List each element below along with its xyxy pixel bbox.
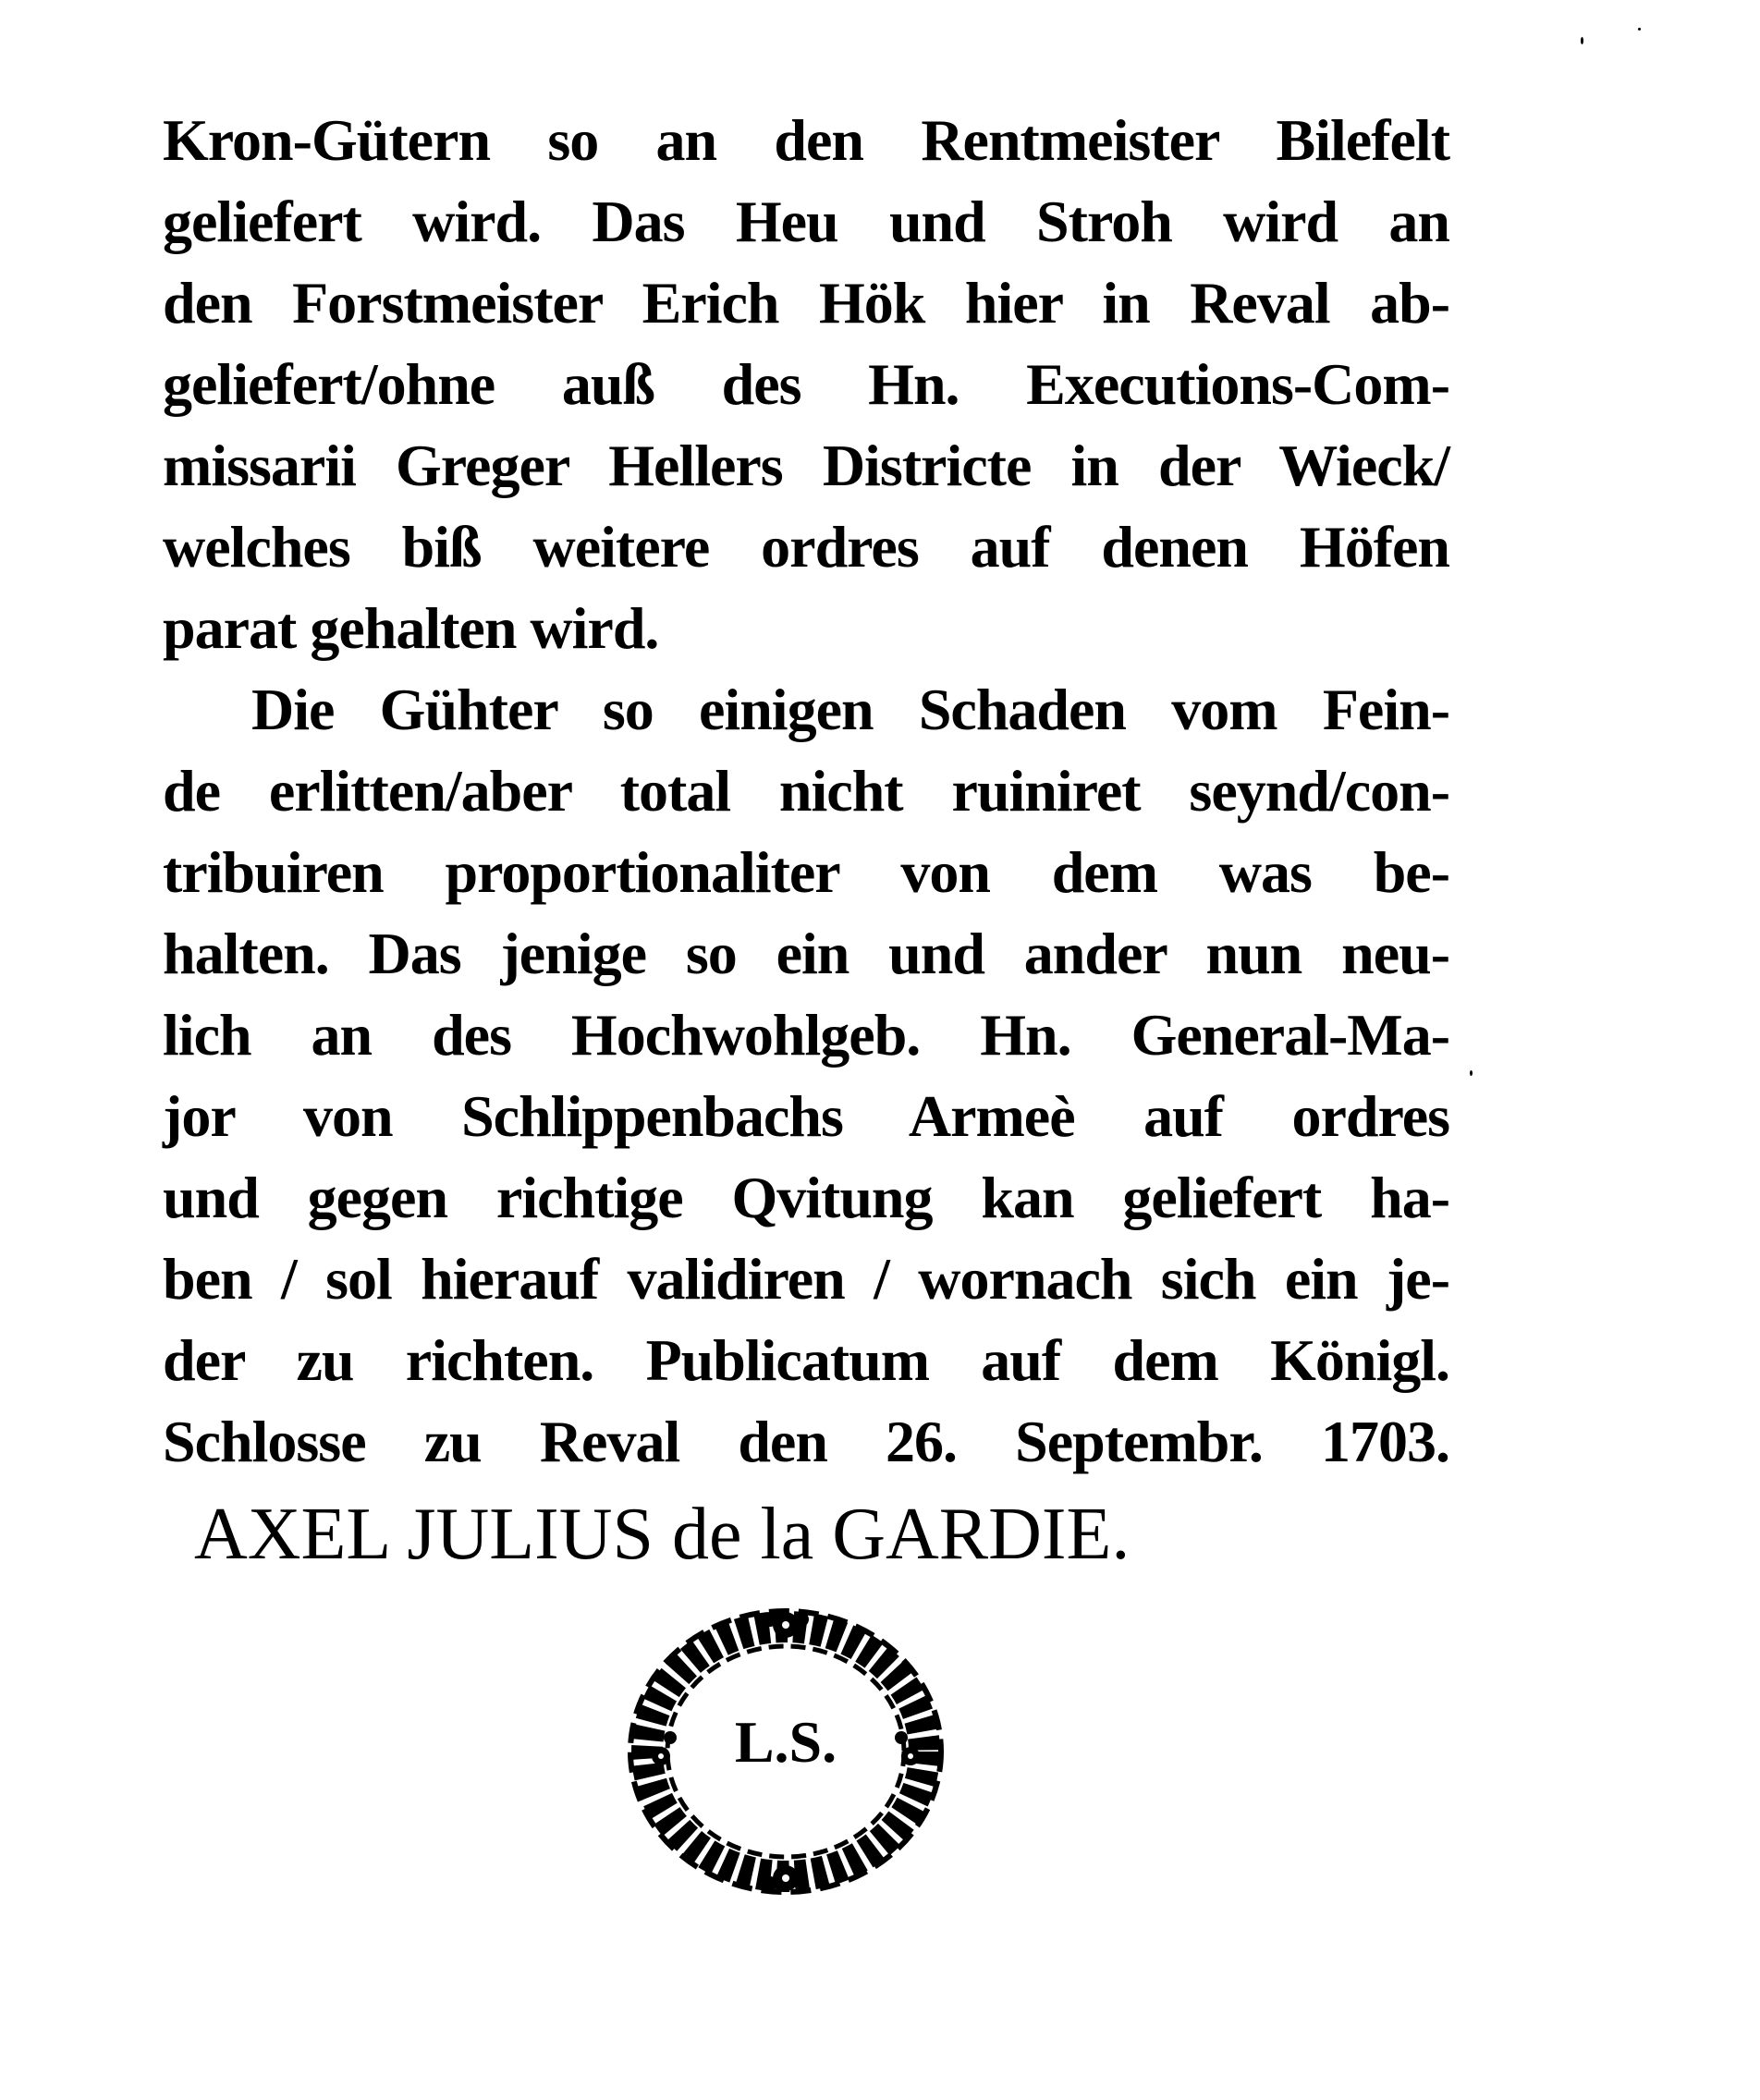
- text-line: de erlitten/aber total nicht ruiniret seynd/con-: [163, 758, 1449, 824]
- text-line: geliefert wird. Das Heu und Stroh wird an: [163, 189, 1449, 254]
- scan-speck: [1638, 28, 1641, 31]
- text-line: jor von Schlippenbachs Armeè auf ordres: [163, 1083, 1449, 1149]
- scan-speck: [1470, 1070, 1473, 1076]
- text-line: Schlosse zu Reval den 26. Septembr. 1703.: [163, 1409, 1449, 1474]
- proclamation-text: [163, 100, 1449, 1483]
- seal-text: L.S.: [734, 1709, 837, 1775]
- text-line: Kron-Gütern so an den Rentmeister Bilefelt: [163, 107, 1449, 173]
- text-line: geliefert/ohne auß des Hn. Executions-Com-: [163, 351, 1449, 417]
- text-line: und gegen richtige Qvitung kan geliefert ha-: [163, 1165, 1449, 1230]
- text-line: welches biß weitere ordres auf denen Höfen: [163, 514, 1449, 580]
- text-line: der zu richten. Publicatum auf dem Königl.: [163, 1327, 1449, 1393]
- text-line: ben / sol hierauf validiren / wornach sich ein je-: [163, 1246, 1449, 1312]
- text-line: den Forstmeister Erich Hök hier in Reval ab-: [163, 270, 1449, 336]
- scan-speck: [1581, 37, 1583, 44]
- signature: AXEL JULIUS de la GARDIE.: [194, 1494, 1131, 1575]
- text-line: missarii Greger Hellers Districte in der Wieck/: [163, 433, 1449, 498]
- text-line: halten. Das jenige so ein und ander nun neu-: [163, 921, 1449, 986]
- seal-wreath: [615, 1599, 957, 1899]
- text-line: Die Gühter so einigen Schaden vom Fein-: [251, 677, 1449, 742]
- text-line: parat gehalten wird.: [163, 595, 659, 661]
- text-line: lich an des Hochwohlgeb. Hn. General-Ma-: [163, 1002, 1449, 1068]
- text-line: tribuiren proportionaliter von dem was be-: [163, 839, 1449, 905]
